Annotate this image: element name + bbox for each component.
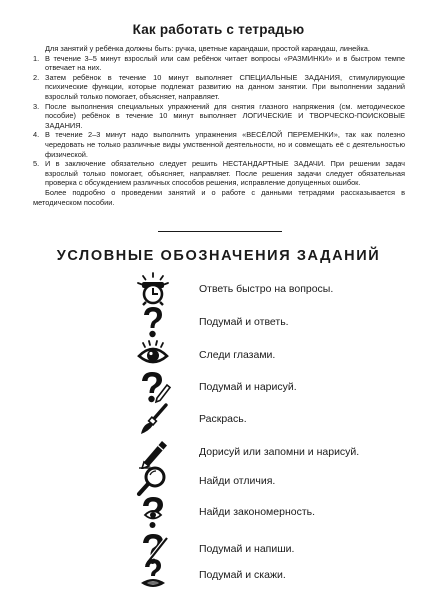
list-item bbox=[33, 159, 405, 188]
eye-icon bbox=[135, 338, 171, 372]
alarm-clock-icon bbox=[135, 272, 171, 306]
instructions bbox=[33, 44, 405, 207]
legend-row-think-answer bbox=[135, 305, 395, 339]
legend-title: УСЛОВНЫЕ ОБОЗНАЧЕНИЯ ЗАДАНИЙ bbox=[56, 248, 381, 264]
question-mouth-icon bbox=[135, 558, 171, 592]
list-item bbox=[33, 54, 405, 73]
list-item bbox=[33, 102, 405, 131]
legend-label: Подумай и скажи. bbox=[199, 569, 286, 581]
legend-row-think-draw bbox=[135, 370, 395, 404]
legend-label: Ответь быстро на вопросы. bbox=[199, 283, 334, 295]
legend-row-think-say bbox=[135, 558, 395, 592]
list-item bbox=[33, 130, 405, 159]
legend-label: Дорисуй или запомни и нарисуй. bbox=[199, 446, 360, 458]
step-text: В течение 3–5 минут взрослый или сам ребёнок читает вопросы «РАЗМИНКИ» и в быстром темпе отвечает на них. bbox=[45, 53, 405, 73]
step-text: В течение 2–3 минут надо выполнить упражнения «ВЕСЁЛОЙ ПЕРЕМЕНКИ», так как полезно чередовать не только различные виды умственной деятельности, но и совмещать её с деятельностью физической. bbox=[45, 130, 405, 159]
step-number: 4. bbox=[33, 130, 40, 140]
legend-row-follow-eyes bbox=[135, 338, 395, 372]
step-text: Затем ребёнок в течение 10 минут выполняет СПЕЦИАЛЬНЫЕ ЗАДАНИЯ, стимулирующие психические функции, которые подлежат развитию на данном занятии. При выполнении заданий взрослый только помогает, объясняет, направляет. bbox=[45, 72, 405, 101]
legend-label: Следи глазами. bbox=[199, 349, 276, 361]
step-text: После выполнения специальных упражнений для снятия глазного напряжения (см. методическое пособие) ребёнок в течение 10 минут выполняет ЛОГИЧЕСКИЕ И ТВОРЧЕСКО-ПОИСКОВЫЕ ЗАДАНИЯ. bbox=[45, 101, 405, 130]
legend-label: Подумай и ответь. bbox=[199, 316, 289, 328]
step-number: 2. bbox=[33, 72, 40, 82]
step-number: 3. bbox=[33, 101, 40, 111]
legend-label: Подумай и нарисуй. bbox=[199, 381, 297, 393]
outro-paragraph: Более подробно о проведении занятий и о работе с данными тетрадями рассказывается в методическом пособии. bbox=[33, 187, 405, 207]
list-item bbox=[33, 73, 405, 102]
legend-row-find-pattern bbox=[135, 495, 395, 529]
step-text: И в заключение обязательно следует решить НЕСТАНДАРТНЫЕ ЗАДАЧИ. При решении задач взрослый только помогает, объясняет, направляет. После решения задачи следует обязательная проверка с обсуждением различных способов решения, исправление допущенных ошибок. bbox=[45, 159, 405, 188]
step-number: 5. bbox=[33, 159, 40, 169]
step-number: 1. bbox=[33, 53, 40, 63]
question-pencil-icon bbox=[135, 370, 171, 404]
legend-row-quick-answer bbox=[135, 272, 395, 306]
legend-row-find-differences bbox=[135, 464, 395, 498]
section-divider bbox=[158, 231, 282, 232]
question-eye-icon bbox=[135, 495, 171, 529]
question-mark-icon bbox=[135, 305, 171, 339]
legend-row-color bbox=[135, 402, 395, 436]
legend-label: Найди отличия. bbox=[199, 475, 276, 487]
paintbrush-icon bbox=[135, 402, 171, 436]
steps-list bbox=[33, 54, 405, 188]
page-title: Как работать с тетрадью bbox=[132, 22, 305, 37]
legend-label: Найди закономерность. bbox=[199, 506, 316, 518]
magnifier-icon bbox=[135, 464, 171, 498]
legend-label: Раскрась. bbox=[199, 413, 247, 425]
intro-paragraph: Для занятий у ребёнка должны быть: ручка, цветные карандаши, простой карандаш, линейка. bbox=[45, 44, 370, 53]
legend-label: Подумай и напиши. bbox=[199, 543, 295, 555]
